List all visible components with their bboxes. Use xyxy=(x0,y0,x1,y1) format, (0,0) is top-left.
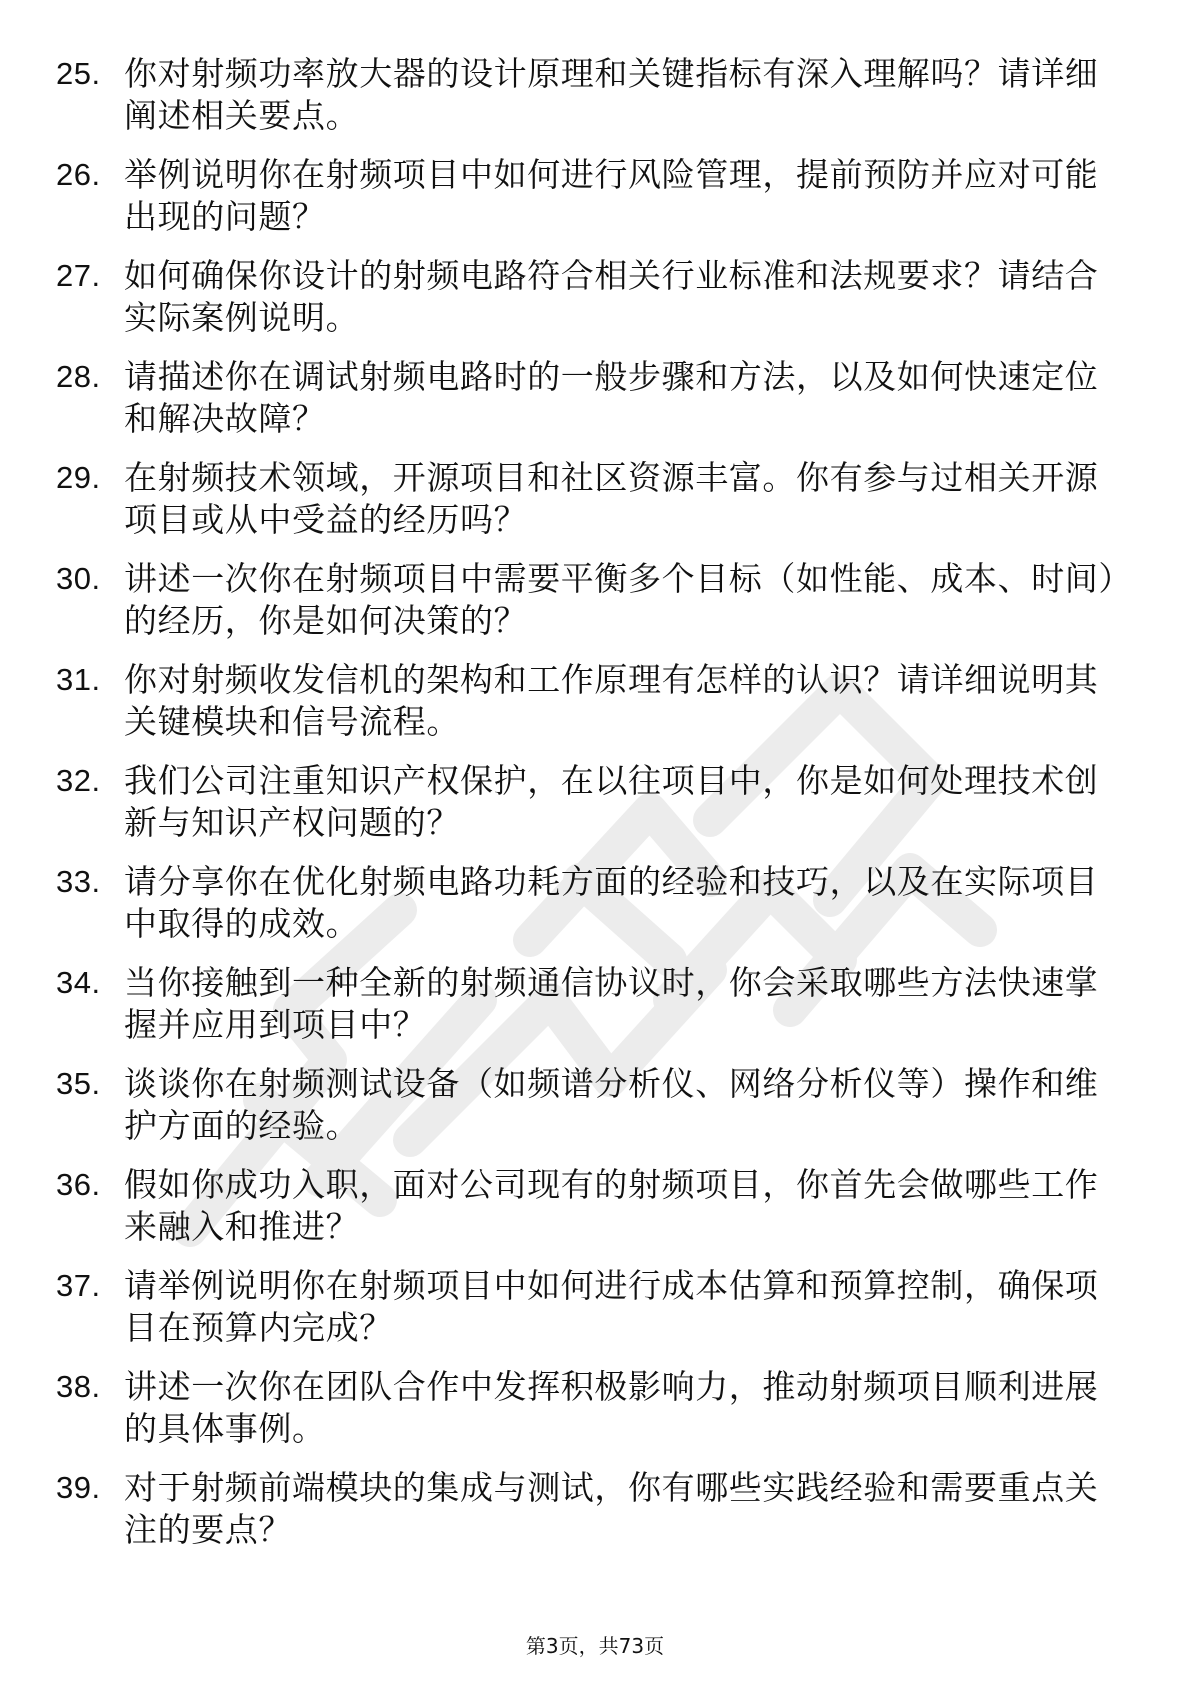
question-item xyxy=(56,659,1126,760)
question-item xyxy=(56,154,1126,255)
question-item xyxy=(56,1164,1126,1265)
question-text: 讲述一次你在射频项目中需要平衡多个目标（如性能、成本、时间）的经历，你是如何决策的？ xyxy=(124,559,1116,640)
question-item xyxy=(56,1265,1126,1366)
question-text: 你对射频收发信机的架构和工作原理有怎样的认识？请详细说明其关键模块和信号流程。 xyxy=(124,660,1099,741)
question-text: 谈谈你在射频测试设备（如频谱分析仪、网络分析仪等）操作和维护方面的经验。 xyxy=(124,1064,1099,1145)
page-footer xyxy=(0,1633,1190,1659)
question-item xyxy=(56,962,1126,1063)
question-text: 请描述你在调试射频电路时的一般步骤和方法，以及如何快速定位和解决故障？ xyxy=(124,357,1099,438)
question-number: 29. xyxy=(56,460,101,495)
question-number: 34. xyxy=(56,965,101,1000)
question-number: 26. xyxy=(56,157,101,192)
question-list xyxy=(56,53,1126,1568)
question-text: 我们公司注重知识产权保护，在以往项目中，你是如何处理技术创新与知识产权问题的？ xyxy=(124,761,1099,842)
question-number: 39. xyxy=(56,1470,101,1505)
question-item xyxy=(56,53,1126,154)
page-number: 第3页，共73页 xyxy=(525,1634,665,1658)
question-text: 对于射频前端模块的集成与测试，你有哪些实践经验和需要重点关注的要点？ xyxy=(124,1468,1099,1549)
question-text: 在射频技术领域，开源项目和社区资源丰富。你有参与过相关开源项目或从中受益的经历吗？ xyxy=(124,458,1099,539)
question-text: 举例说明你在射频项目中如何进行风险管理，提前预防并应对可能出现的问题？ xyxy=(124,155,1099,236)
question-number: 25. xyxy=(56,56,101,91)
question-text: 如何确保你设计的射频电路符合相关行业标准和法规要求？请结合实际案例说明。 xyxy=(124,256,1099,337)
question-item xyxy=(56,1063,1126,1164)
question-number: 36. xyxy=(56,1167,101,1202)
question-number: 37. xyxy=(56,1268,101,1303)
question-item xyxy=(56,558,1126,659)
question-number: 35. xyxy=(56,1066,101,1101)
question-item xyxy=(56,457,1126,558)
question-text: 请分享你在优化射频电路功耗方面的经验和技巧，以及在实际项目中取得的成效。 xyxy=(124,862,1099,943)
question-item xyxy=(56,356,1126,457)
question-text: 假如你成功入职，面对公司现有的射频项目，你首先会做哪些工作来融入和推进？ xyxy=(124,1165,1099,1246)
question-item xyxy=(56,760,1126,861)
question-number: 33. xyxy=(56,864,101,899)
question-number: 31. xyxy=(56,662,101,697)
question-text: 请举例说明你在射频项目中如何进行成本估算和预算控制，确保项目在预算内完成？ xyxy=(124,1266,1099,1347)
question-text: 讲述一次你在团队合作中发挥积极影响力，推动射频项目顺利进展的具体事例。 xyxy=(124,1367,1099,1448)
question-number: 32. xyxy=(56,763,101,798)
question-number: 27. xyxy=(56,258,101,293)
question-text: 当你接触到一种全新的射频通信协议时，你会采取哪些方法快速掌握并应用到项目中？ xyxy=(124,963,1099,1044)
question-item xyxy=(56,861,1126,962)
question-item xyxy=(56,1366,1126,1467)
question-number: 38. xyxy=(56,1369,101,1404)
question-item xyxy=(56,255,1126,356)
question-number: 28. xyxy=(56,359,101,394)
question-item xyxy=(56,1467,1126,1568)
question-number: 30. xyxy=(56,561,101,596)
question-text: 你对射频功率放大器的设计原理和关键指标有深入理解吗？请详细阐述相关要点。 xyxy=(124,54,1099,135)
